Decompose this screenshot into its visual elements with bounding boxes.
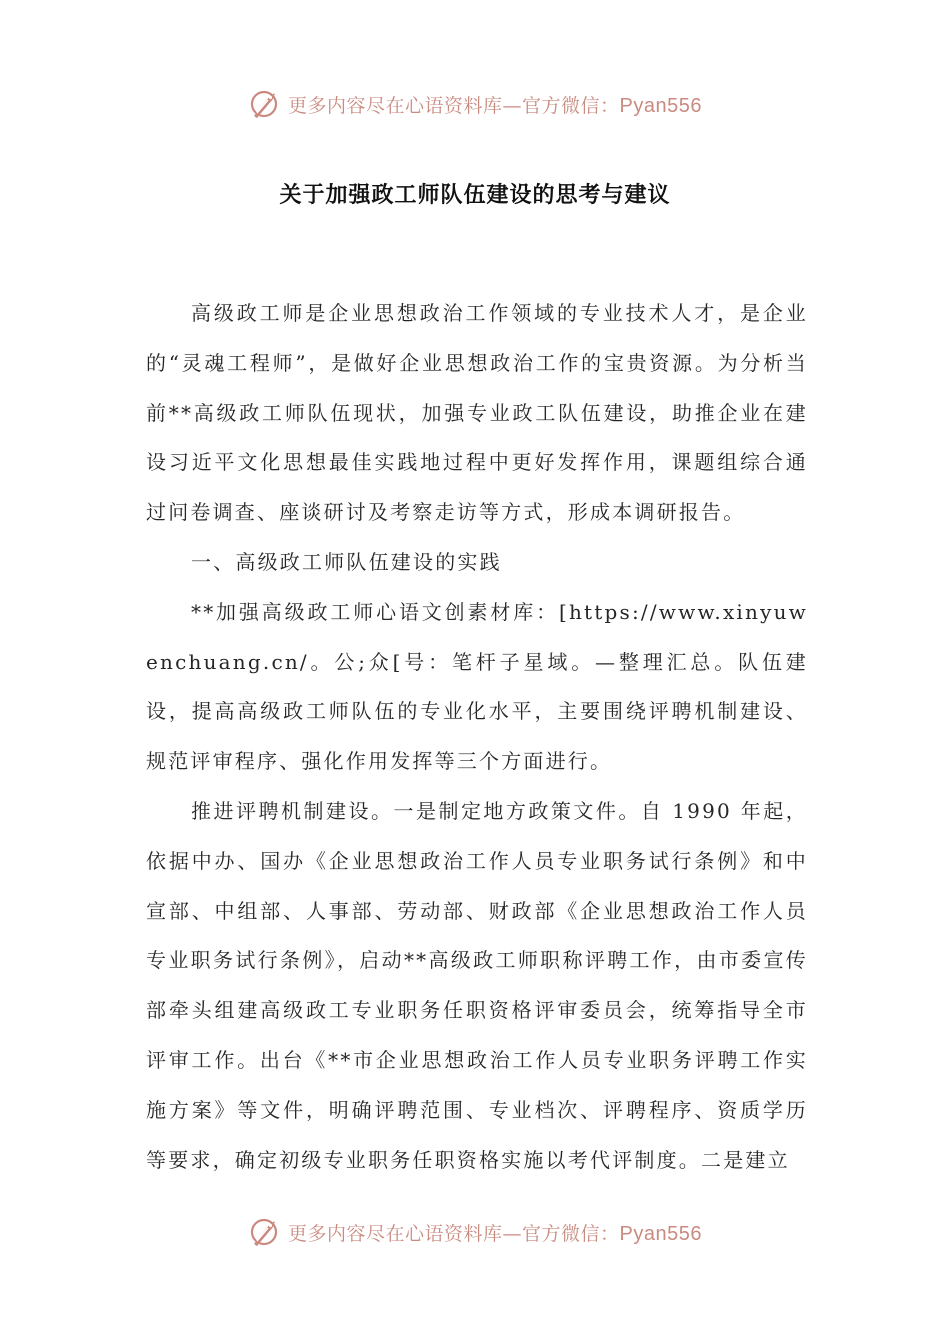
footer-banner[interactable] <box>0 1212 950 1252</box>
paragraph-intro: 高级政工师是企业思想政治工作领域的专业技术人才，是企业的“灵魂工程师”，是做好企业思想政治工作的宝贵资源。为分析当前**高级政工师队伍现状，加强专业政工队伍建设，助推企业在建设习近平文化思想最佳实践地过程中更好发挥作用，课题组综合通过问卷调查、座谈研讨及考察走访等方式，形成本调研报告。 <box>146 301 808 525</box>
paragraph-practice: **加强高级政工师心语文创素材库：[https://www.xinyuwenchuang.cn/。公;众[号：笔杆子星域。—整理汇总。队伍建设，提高高级政工师队伍的专业化水平，主要围绕评聘机制建设、规范评审程序、强化作用发挥等三个方面进行。 <box>146 599 808 774</box>
header-wechat-id: Pyan556 <box>619 94 702 117</box>
document-title: 关于加强政工师队伍建设的思考与建议 <box>279 183 671 208</box>
footer-banner-text <box>288 1219 702 1246</box>
footer-banner-label: 更多内容尽在心语资料库—官方微信： <box>288 1222 620 1245</box>
document-body <box>146 289 808 1185</box>
header-banner-text <box>288 91 702 118</box>
section-heading: 一、高级政工师队伍建设的实践 <box>191 549 502 574</box>
footer-wechat-id: Pyan556 <box>619 1222 702 1245</box>
paragraph-mechanism: 推进评聘机制建设。一是制定地方政策文件。自 1990 年起，依据中办、国办《企业思想政治工作人员专业职务试行条例》和中宣部、中组部、人事部、劳动部、财政部《企业思想政治工作人员专业职务试行条例》，启动**高级政工师职称评聘工作，由市委宣传部牵头组建高级政工专业职务任职资格评审委员会，统筹指导全市评审工作。出台《**市企业思想政治工作人员专业职务评聘工作实施方案》等文件，明确评聘范围、专业档次、评聘程序、资质学历等要求，确定初级专业职务任职资格实施以考代评制度。二是建立 <box>146 798 808 1172</box>
pen-nib-logo-icon <box>248 87 282 121</box>
header-banner-label: 更多内容尽在心语资料库—官方微信： <box>288 94 620 117</box>
header-banner[interactable] <box>0 84 950 124</box>
pen-nib-logo-icon <box>248 1215 282 1249</box>
